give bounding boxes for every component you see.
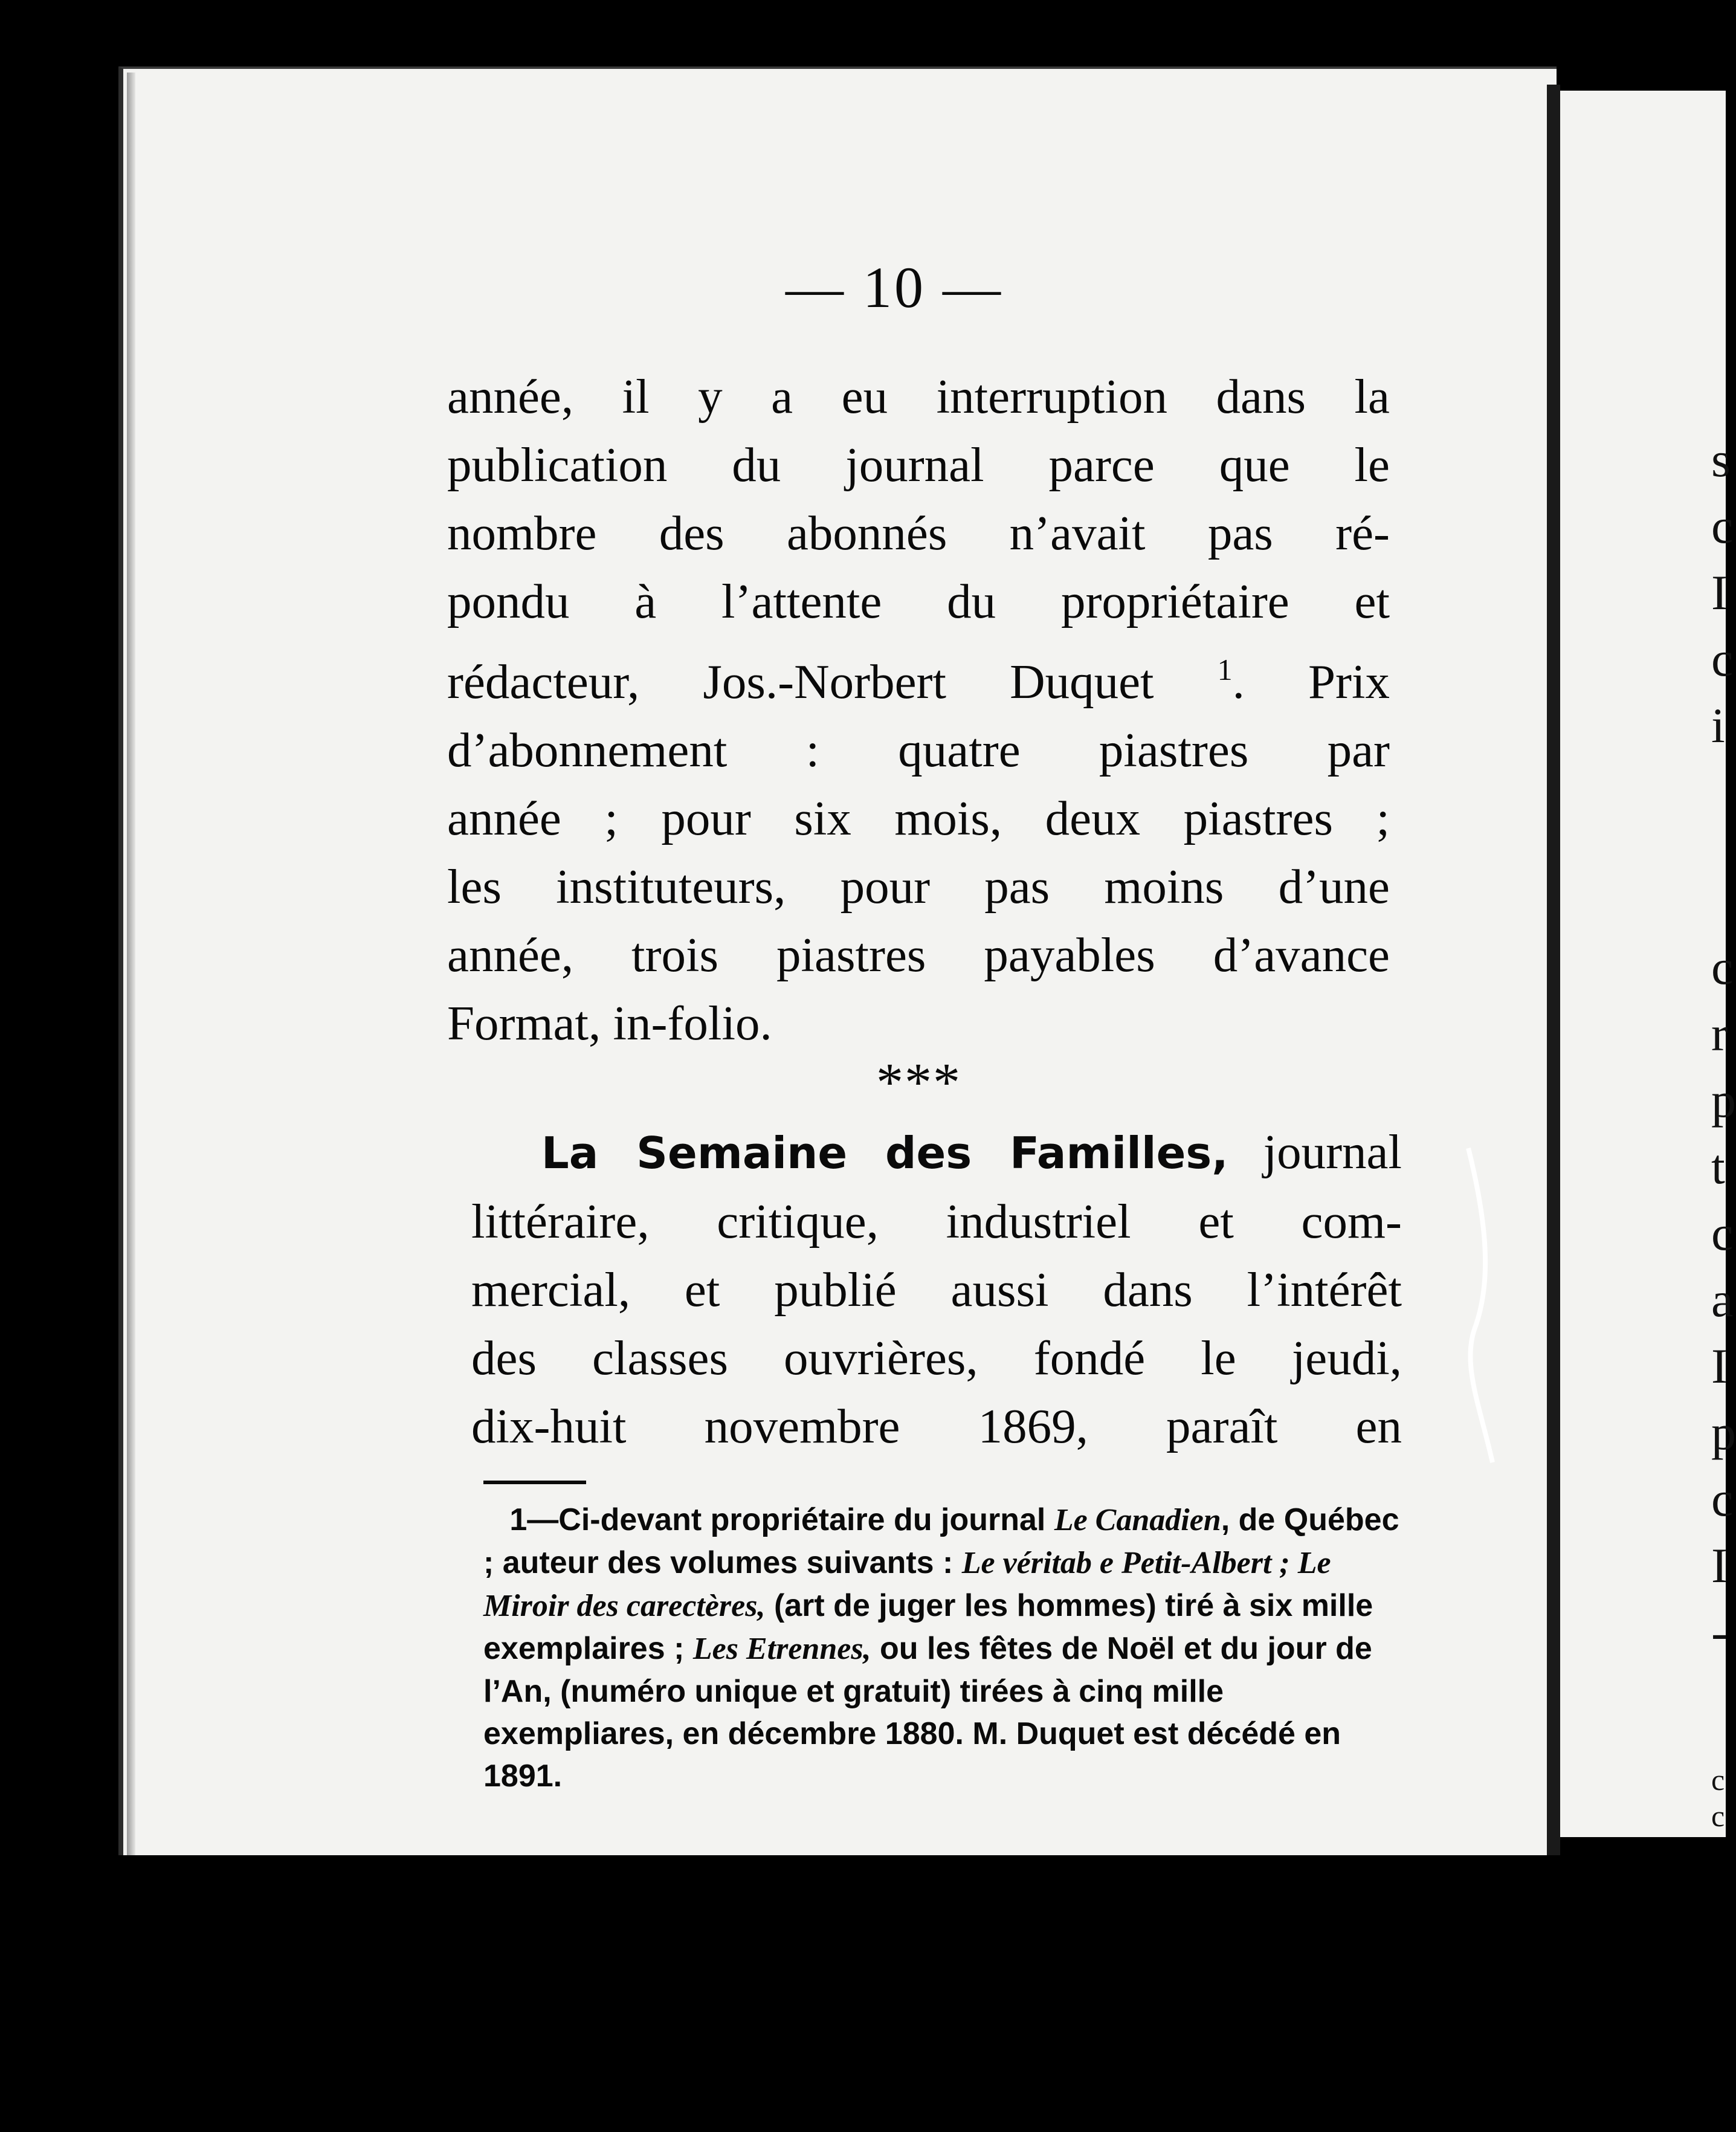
facing-page-fragment: c bbox=[1711, 1471, 1734, 1526]
footnote-italic-title: Les Etrennes, bbox=[692, 1632, 871, 1666]
paragraph-continuation bbox=[447, 363, 1390, 1058]
paragraph-la-semaine bbox=[471, 1118, 1402, 1461]
footnote-text: ou les fêtes de Noël et du jour de l’An, (numéro unique et gratuit) tirées à cinq mille exempliares, en décembre 1880. M. Duquet est décédé en 1891. bbox=[483, 1631, 1372, 1794]
facing-page-fragment: c bbox=[1711, 499, 1734, 554]
text-line: pondu à l’attente du propriétaire et bbox=[447, 574, 1390, 628]
text-line-with-title bbox=[471, 1118, 1402, 1187]
facing-page-fragment: a bbox=[1711, 1272, 1734, 1327]
footnote-text: (art de juger les hommes) tiré à six mille exemplaires ; bbox=[483, 1588, 1373, 1666]
footnote-italic-title: Le Canadien bbox=[1054, 1503, 1221, 1537]
text-segment: journal bbox=[1263, 1125, 1402, 1179]
page-number: — 10 — bbox=[786, 255, 1003, 320]
text-line: Format, in-folio. bbox=[447, 996, 772, 1050]
footnote-text: Ci-devant propriétaire du journal bbox=[558, 1502, 1046, 1537]
footnote-italic-title: Le véritab e Petit-Albert ; Le Miroir des carectères, bbox=[483, 1546, 1331, 1623]
text-line: les instituteurs, pour pas moins d’une bbox=[447, 859, 1390, 914]
facing-page-edge bbox=[1560, 91, 1736, 1837]
facing-page-fragment: c bbox=[1711, 940, 1734, 995]
footnote-reference: 1 bbox=[1217, 653, 1233, 686]
facing-page-fragment: s bbox=[1711, 432, 1731, 487]
facing-page-fragment: c bbox=[1711, 1206, 1734, 1261]
facing-page-fragment: c bbox=[1711, 1799, 1725, 1833]
facing-page-fragment: c bbox=[1711, 1763, 1725, 1797]
facing-page-fragment: c bbox=[1711, 632, 1734, 686]
footnote bbox=[483, 1499, 1414, 1797]
text-line: nombre des abonnés n’avait pas ré- bbox=[447, 506, 1390, 560]
facing-page-fragment: I bbox=[1711, 565, 1728, 620]
text-line-with-footnote bbox=[447, 636, 1390, 716]
facing-page-fragment: p bbox=[1711, 1405, 1736, 1460]
text-line: publication du journal parce que le bbox=[447, 438, 1390, 492]
facing-page-fragment: I bbox=[1711, 1538, 1728, 1593]
asterism-divider: *** bbox=[876, 1053, 961, 1113]
text-line: des classes ouvrières, fondé le jeudi, bbox=[471, 1331, 1402, 1385]
facing-page-fragment: t bbox=[1711, 1139, 1725, 1194]
book-gutter bbox=[1547, 85, 1560, 1855]
text-line: dix-huit novembre 1869, paraît en bbox=[471, 1399, 1402, 1453]
text-line: année, il y a eu interruption dans la bbox=[447, 369, 1390, 424]
text-line: année ; pour six mois, deux piastres ; bbox=[447, 791, 1390, 845]
facing-page-fragment: I bbox=[1711, 1339, 1728, 1394]
text-line: année, trois piastres payables d’avance bbox=[447, 928, 1390, 982]
text-line: d’abonnement : quatre piastres par bbox=[447, 723, 1390, 777]
text-segment: . Prix bbox=[1232, 654, 1390, 709]
facing-page-fragment: p bbox=[1711, 1073, 1736, 1128]
text-line: littéraire, critique, industriel et com- bbox=[471, 1194, 1402, 1249]
text-segment: rédacteur, Jos.-Norbert Duquet bbox=[447, 654, 1154, 709]
page-edge-shadow bbox=[127, 73, 135, 1855]
facing-page-fragment: r bbox=[1711, 1006, 1728, 1061]
facing-page-fragment: i bbox=[1711, 698, 1725, 753]
facing-page-fragment: - bbox=[1711, 1604, 1728, 1659]
paper-scratch-mark bbox=[1462, 1148, 1499, 1462]
text-line: mercial, et publié aussi dans l’intérêt bbox=[471, 1262, 1402, 1317]
footnote-rule bbox=[483, 1481, 586, 1484]
footnote-text: , de Québec ; auteur des volumes suivants : bbox=[483, 1502, 1399, 1580]
journal-title: La Semaine des Familles, bbox=[541, 1128, 1228, 1178]
footnote-marker: 1— bbox=[509, 1502, 559, 1537]
